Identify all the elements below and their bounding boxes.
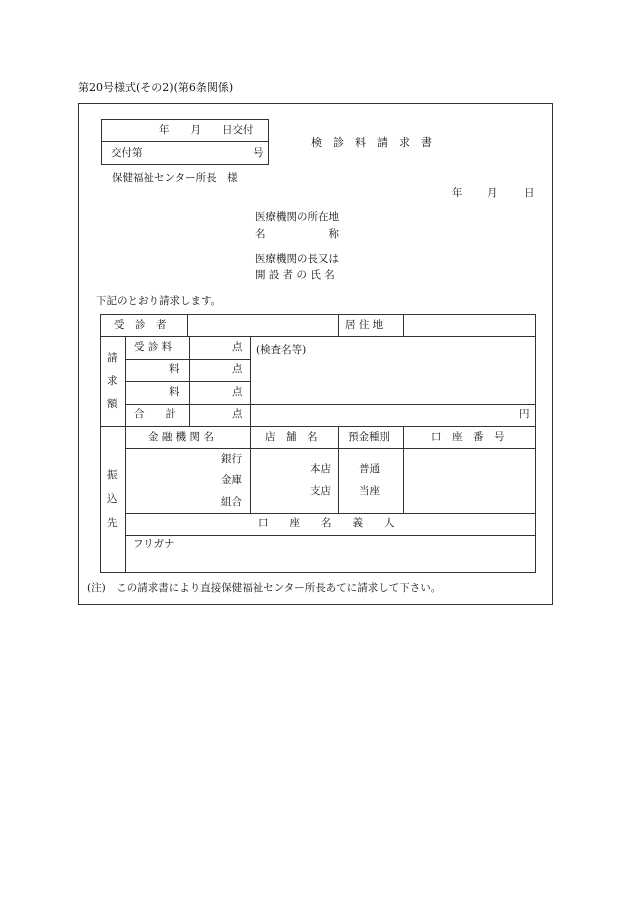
request-amount-char-3: 額 [107, 398, 118, 410]
table-col-line [189, 336, 190, 426]
table-col-line [338, 426, 339, 513]
table-col-line [250, 336, 251, 426]
issue-date-line: 年 月 日交付 [159, 124, 254, 136]
issue-number-prefix: 交付第 [111, 147, 143, 159]
institution-address-label: 医療機関の所在地 [255, 211, 339, 223]
document-title: 検 診 料 請 求 書 [311, 136, 432, 149]
branch-header: 店 舗 名 [265, 431, 318, 443]
institution-head-label-1: 医療機関の長又は [255, 253, 339, 265]
date-day: 日 [524, 187, 535, 199]
institution-head-label-2: 開 設 者 の 氏 名 [255, 269, 335, 281]
account-number-header: 口 座 番 号 [431, 431, 505, 443]
table-row-line [100, 336, 536, 337]
transfer-char-2: 込 [107, 493, 118, 505]
point-unit-1: 点 [232, 341, 243, 353]
table-col-line [250, 426, 251, 513]
transfer-char-1: 振 [107, 469, 118, 481]
issue-box-divider [101, 141, 269, 142]
form-id: 第20号様式(その2)(第6条関係) [78, 81, 234, 94]
table-row-line [125, 381, 250, 382]
point-unit-3: 点 [232, 386, 243, 398]
fee-label-3: 料 [169, 386, 180, 398]
footnote: (注) この請求書により直接保健福祉センター所長あてに請求して下さい。 [87, 582, 442, 594]
transfer-char-3: 先 [107, 517, 118, 529]
point-unit-2: 点 [232, 363, 243, 375]
date-month: 月 [487, 187, 498, 199]
bank-type-kumiai: 組合 [221, 496, 242, 508]
account-holder-header: 口 座 名 義 人 [258, 517, 395, 529]
furigana-label: フリガナ [133, 538, 175, 550]
institution-name-label: 名 称 [255, 228, 339, 240]
fee-label-2: 料 [169, 363, 180, 375]
deposit-type-ordinary: 普通 [359, 463, 380, 475]
exam-names-label: (検査名等) [256, 344, 307, 356]
table-col-line [403, 314, 404, 336]
addressee: 保健福祉センター所長 様 [112, 172, 238, 184]
request-amount-char-1: 請 [107, 352, 118, 364]
deposit-type-header: 預金種別 [348, 431, 390, 443]
table-col-line [125, 336, 126, 573]
table-row-line [125, 359, 250, 360]
table-row-line [125, 535, 536, 536]
intro-text: 下記のとおり請求します。 [96, 295, 222, 307]
bank-header: 金 融 機 関 名 [148, 431, 214, 443]
table-row-line [125, 404, 536, 405]
branch-type-main: 本店 [310, 463, 331, 475]
exam-fee-label: 受 診 料 [134, 341, 173, 353]
request-amount-char-2: 求 [107, 375, 118, 387]
table-col-line [338, 314, 339, 336]
table-col-line [403, 426, 404, 513]
branch-type-branch: 支店 [310, 485, 331, 497]
table-col-line [187, 314, 188, 336]
examinee-label: 受 診 者 [114, 319, 167, 331]
issue-number-suffix: 号 [253, 147, 264, 159]
bank-type-bank: 銀行 [221, 453, 242, 465]
deposit-type-checking: 当座 [359, 485, 380, 497]
date-year: 年 [452, 187, 463, 199]
yen-unit: 円 [519, 408, 530, 420]
table-row-line [125, 448, 536, 449]
bank-type-kinko: 金庫 [221, 474, 242, 486]
total-label: 合 計 [134, 408, 176, 420]
point-unit-4: 点 [232, 408, 243, 420]
table-row-line [100, 426, 536, 427]
table-row-line [125, 513, 536, 514]
residence-label: 居 住 地 [345, 319, 384, 331]
